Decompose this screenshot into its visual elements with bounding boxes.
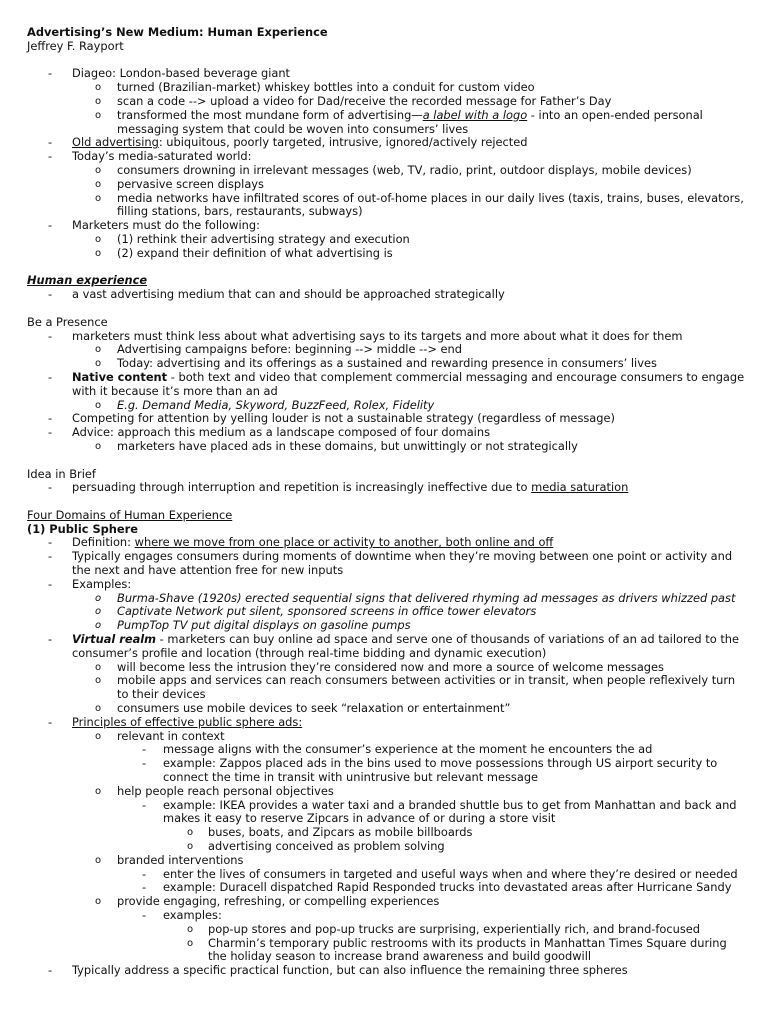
bullet-presence-1a: o Advertising campaigns before: beginning --> middle --> end (95, 342, 462, 357)
bullet-examples: - Examples: (48, 576, 132, 591)
bullet-virtual-3: o consumers use mobile devices to seek “relaxation or entertainment” (95, 701, 511, 716)
bullet-presence-3: - Competing for attention by yelling louder is not a sustainable strategy (regardless of message) (48, 411, 615, 426)
bullet-last: - Typically address a specific practical function, but can also influence the remaining three spheres (48, 963, 628, 978)
heading-public-sphere: (1) Public Sphere (27, 521, 138, 536)
principle-interventions: o branded interventions (95, 852, 244, 867)
bullet-old-advertising: - Old advertising: ubiquitous, poorly targeted, intrusive, ignored/actively rejected (48, 135, 528, 150)
bullet-presence-1: - marketers must think less about what advertising says to its targets and more about what it does for them (48, 328, 683, 343)
spacer (27, 495, 741, 509)
principle-experiences: o provide engaging, refreshing, or compelling experiences (95, 894, 440, 909)
bullet-principles: - Principles of effective public sphere ads: (48, 714, 303, 729)
bullet-example-3: o PumpTop TV put digital displays on gasoline pumps (95, 618, 411, 633)
bullet-example-2: o Captivate Network put silent, sponsored screens in office tower elevators (95, 604, 537, 619)
principle-experiences-a-2: o Charmin’s temporary public restrooms with its products in Manhattan Times Square during (187, 935, 727, 950)
principle-relevant-b-cont: connect the time in transit with unintrusive but relevant message (163, 770, 539, 785)
principle-experiences-a: - examples: (142, 908, 222, 922)
heading-idea-in-brief: Idea in Brief (27, 466, 96, 481)
bullet-virtual-realm: - Virtual realm - marketers can buy online ad space and serve one of thousands of variations of an ad tailored to the (48, 632, 740, 647)
principle-objectives-a-cont: makes it easy to reserve Zipcars in advance of or during a store visit (163, 811, 556, 826)
document-title: Advertising’s New Medium: Human Experience (27, 25, 328, 39)
bullet-engages: - Typically engages consumers during moments of downtime when they’re moving between one point or activity and (48, 549, 733, 564)
spacer (27, 54, 741, 68)
bullet-native-examples: o E.g. Demand Media, Skyword, BuzzFeed, Rolex, Fidelity (95, 397, 435, 412)
bullet-diageo-3: o transformed the most mundane form of advertising—a label with a logo - into an open-ended personal (95, 107, 703, 122)
bullet-virtual-1: o will become less the intrusion they’re considered now and more a source of welcome messages (95, 659, 664, 674)
principle-objectives: o help people reach personal objectives (95, 783, 334, 798)
document-author: Jeffrey F. Rayport (27, 38, 124, 53)
bullet-today: - Today’s media-saturated world: (48, 149, 252, 164)
bullet-today-2: o pervasive screen displays (95, 176, 264, 191)
spacer (27, 454, 741, 468)
bullet-presence-1b: o Today: advertising and its offerings as a sustained and rewarding presence in consumers’ lives (95, 356, 657, 371)
spacer (27, 302, 741, 316)
document-page (27, 25, 745, 978)
bullet-native-content-cont: with it because it’s more than an ad (72, 383, 278, 398)
bullet-today-1: o consumers drowning in irrelevant messages (web, TV, radio, print, outdoor displays, mobile devices) (95, 162, 692, 177)
principle-objectives-a: - example: IKEA provides a water taxi and a branded shuttle bus to get from Manhattan and back and (142, 797, 737, 812)
bullet-presence-4a: o marketers have placed ads in these domains, but unwittingly or not strategically (95, 438, 578, 453)
bullet-human-exp-1: - a vast advertising medium that can and should be approached strategically (48, 287, 505, 302)
bullet-diageo-2: o scan a code --> upload a video for Dad/receive the recorded message for Father’s Day (95, 93, 612, 108)
principle-experiences-a-2-cont: the holiday season to increase brand awareness and build goodwill (208, 949, 592, 964)
principle-interventions-b: - example: Duracell dispatched Rapid Responded trucks into devastated areas after Hurricane Sandy (142, 880, 732, 895)
bullet-virtual-realm-cont: consumer’s profile and location (through real-time bidding and dynamic execution) (72, 645, 547, 660)
bullet-brief-1: - persuading through interruption and repetition is increasingly ineffective due to media saturation (48, 480, 629, 495)
principle-relevant-a: - message aligns with the consumer’s experience at the moment he encounters the ad (142, 742, 653, 757)
bullet-today-3-cont: filling stations, bars, restaurants, subways) (117, 204, 363, 219)
heading-be-a-presence: Be a Presence (27, 314, 108, 329)
bullet-virtual-2-cont: to their devices (117, 687, 206, 702)
principle-experiences-a-1: o pop-up stores and pop-up trucks are surprising, experientially rich, and brand-focused (187, 921, 701, 936)
principle-objectives-a-2: o advertising conceived as problem solving (187, 839, 445, 854)
bullet-presence-4: - Advice: approach this medium as a landscape composed of four domains (48, 425, 491, 440)
principle-interventions-a: - enter the lives of consumers in targeted and useful ways when and where they’re desired or needed (142, 866, 738, 881)
principle-relevant: o relevant in context (95, 728, 225, 743)
bullet-marketers-1: o (1) rethink their advertising strategy and execution (95, 231, 410, 246)
bullet-marketers: - Marketers must do the following: (48, 218, 260, 233)
bullet-diageo-1: o turned (Brazilian-market) whiskey bottles into a conduit for custom video (95, 80, 535, 95)
principle-objectives-a-1: o buses, boats, and Zipcars as mobile billboards (187, 825, 473, 840)
bullet-marketers-2: o (2) expand their definition of what advertising is (95, 245, 393, 260)
heading-human-experience: Human experience (27, 273, 148, 288)
bullet-diageo: - Diageo: London-based beverage giant (48, 66, 291, 81)
bullet-engages-cont: the next and have attention free for new inputs (72, 563, 344, 578)
principle-relevant-b: - example: Zappos placed ads in the bins used to move possessions through US airport security to (142, 756, 718, 771)
bullet-diageo-3-cont: messaging system that could be woven into consumers’ lives (117, 121, 469, 136)
bullet-example-1: o Burma-Shave (1920s) erected sequential signs that delivered rhyming ad messages as drivers whizzed past (95, 590, 736, 605)
bullet-today-3: o media networks have infiltrated scores of out-of-home places in our daily lives (taxis, trains, buses, elevators, (95, 190, 744, 205)
bullet-native-content: - Native content - both text and video that complement commercial messaging and encourage consumers to engage (48, 369, 745, 384)
bullet-virtual-2: o mobile apps and services can reach consumers between activities or in transit, when people reflexively turn (95, 673, 736, 688)
heading-four-domains: Four Domains of Human Experience (27, 507, 233, 522)
spacer (27, 261, 741, 275)
bullet-definition: - Definition: where we move from one place or activity to another, both online and off (48, 535, 554, 550)
